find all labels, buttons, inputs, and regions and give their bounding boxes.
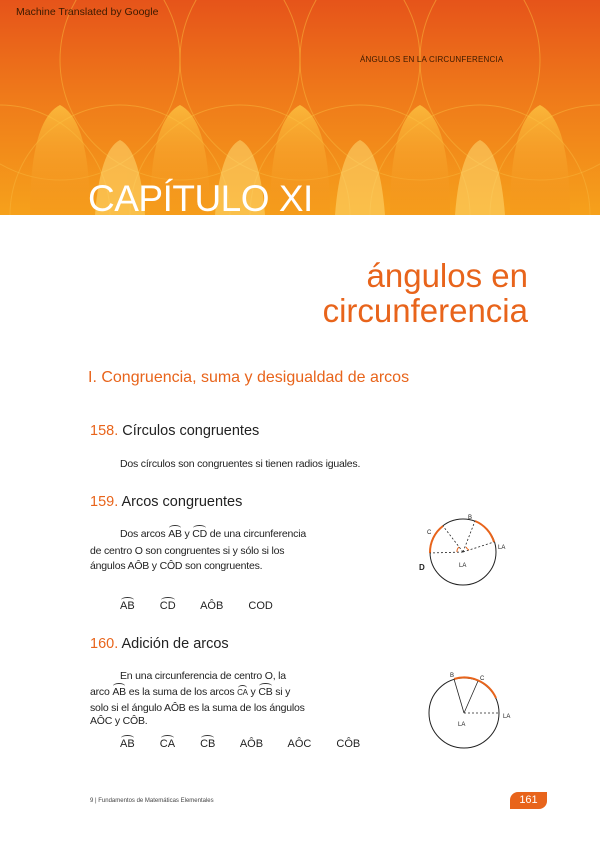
symbol: AÔB bbox=[200, 600, 224, 612]
label-a-right: LA bbox=[498, 545, 506, 551]
figure-congruent-arcs bbox=[415, 510, 525, 595]
heading-text: Adición de arcos bbox=[121, 636, 229, 652]
chapter-title bbox=[323, 259, 528, 328]
paragraph-160-line-3: solo si el ángulo AÔB es la suma de los ángulos bbox=[90, 702, 305, 714]
label-c: C bbox=[480, 676, 485, 682]
label-a-center: LA bbox=[458, 722, 466, 728]
heading-text: Arcos congruentes bbox=[121, 494, 243, 510]
running-head: ÁNGULOS EN LA CIRCUNFERENCIA bbox=[360, 55, 504, 64]
arc-ca: CA bbox=[237, 688, 248, 697]
label-a-center: LA bbox=[459, 563, 467, 569]
arc-cb: CB bbox=[258, 686, 273, 698]
heading-160 bbox=[90, 636, 229, 652]
symbols-159 bbox=[120, 600, 295, 612]
heading-158 bbox=[90, 423, 259, 439]
arc-cd: CD bbox=[192, 528, 208, 540]
text-run: arco bbox=[90, 686, 110, 698]
text-run: es la suma de los arcos bbox=[128, 686, 235, 698]
figure-arc-addition bbox=[420, 668, 520, 753]
chapter-title-line-1: ángulos en bbox=[366, 257, 528, 294]
text-run: y bbox=[184, 528, 190, 540]
arc-ab: AB bbox=[112, 686, 126, 698]
arc-cd-highlight bbox=[430, 526, 443, 553]
symbol: COD bbox=[248, 600, 273, 612]
heading-number: 160. bbox=[90, 636, 119, 652]
chapter-banner bbox=[0, 0, 600, 215]
heading-number: 159. bbox=[90, 494, 119, 510]
paragraph-160-line-4: AÔC y CÔB. bbox=[90, 715, 148, 727]
heading-159 bbox=[90, 494, 242, 510]
symbol: CA bbox=[159, 738, 176, 750]
heading-number: 158. bbox=[90, 423, 119, 439]
arc-ab-highlight bbox=[475, 521, 494, 542]
label-d: D bbox=[419, 563, 425, 572]
symbol: AÔB bbox=[239, 738, 264, 750]
symbols-160 bbox=[120, 738, 382, 750]
text-run: y bbox=[250, 686, 256, 698]
chapter-title-line-2: circunferencia bbox=[322, 291, 528, 329]
label-a-right: LA bbox=[503, 714, 511, 720]
symbol: CÔB bbox=[336, 738, 361, 750]
text-run: si y bbox=[275, 686, 291, 698]
section-heading: I. Congruencia, suma y desigualdad de arcos bbox=[88, 369, 410, 386]
paragraph-159-line-2: de centro O son congruentes si y sólo si los bbox=[90, 545, 285, 557]
symbol: AÔC bbox=[287, 738, 312, 750]
paragraph-160-line-1: En una circunferencia de centro O, la bbox=[120, 670, 286, 682]
label-b: B bbox=[468, 515, 473, 521]
page-number-badge: 161 bbox=[510, 792, 547, 809]
symbol: CB bbox=[200, 738, 216, 750]
machine-translated-note: Machine Translated by Google bbox=[16, 6, 159, 18]
footer-source: 9 | Fundamentos de Matemáticas Elementales bbox=[90, 798, 214, 804]
text-run: de una circunferencia bbox=[209, 528, 306, 540]
heading-text: Círculos congruentes bbox=[122, 423, 260, 439]
paragraph-159-line-1 bbox=[120, 528, 306, 540]
arc-ab: AB bbox=[168, 528, 182, 540]
paragraph-158: Dos círculos son congruentes si tienen radios iguales. bbox=[120, 458, 361, 470]
label-c: C bbox=[427, 530, 432, 536]
paragraph-160-line-2 bbox=[90, 686, 290, 698]
symbol: AB bbox=[120, 600, 135, 612]
label-b: B bbox=[450, 673, 455, 679]
symbol: AB bbox=[120, 738, 135, 750]
paragraph-159-line-3: ángulos AÔB y CÔD son congruentes. bbox=[90, 560, 263, 572]
text-run: Dos arcos bbox=[120, 528, 166, 540]
chapter-label: CAPÍTULO XI bbox=[88, 178, 313, 215]
symbol: CD bbox=[159, 600, 176, 612]
